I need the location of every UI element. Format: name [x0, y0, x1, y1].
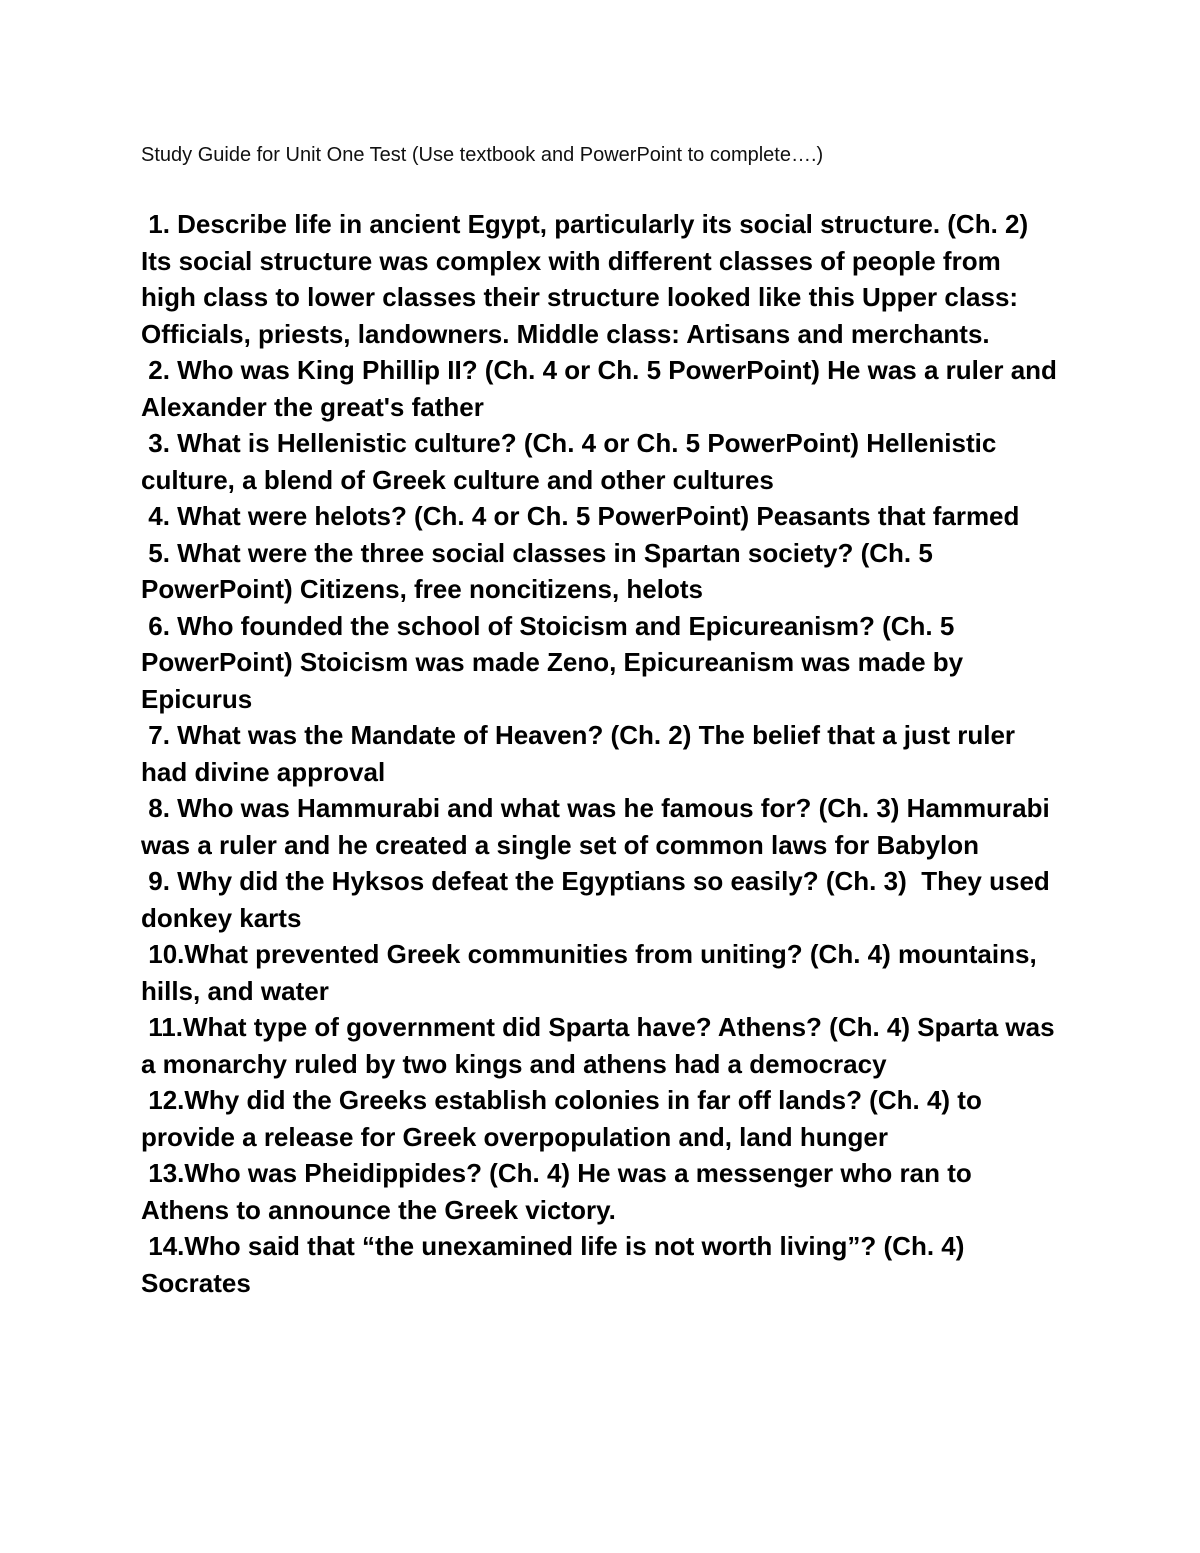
question-item: 8. Who was Hammurabi and what was he famous for? (Ch. 3) Hammurabi was a ruler and he created a single set of common laws for Babylon — [141, 793, 1057, 860]
question-item: 3. What is Hellenistic culture? (Ch. 4 or Ch. 5 PowerPoint) Hellenistic culture, a blend of Greek culture and other cultures — [141, 428, 1004, 495]
question-item: 1. Describe life in ancient Egypt, particularly its social structure. (Ch. 2) Its social structure was complex with different classes of people from high class to lower classes their structure looked like this Upper class: Officials, priests, landowners. Middle class: Artisans and merchants. — [141, 209, 1036, 349]
question-item: 9. Why did the Hyksos defeat the Egyptians so easily? (Ch. 3) They used donkey karts — [141, 866, 1058, 933]
question-item: 2. Who was King Phillip II? (Ch. 4 or Ch. 5 PowerPoint) He was a ruler and Alexander the great's father — [141, 355, 1064, 422]
document-title: Study Guide for Unit One Test (Use textbook and PowerPoint to complete….) — [141, 144, 824, 166]
question-item: 6. Who founded the school of Stoicism and Epicureanism? (Ch. 5 PowerPoint) Stoicism was made Zeno, Epicureanism was made by Epicurus — [141, 610, 971, 714]
question-item: 10.What prevented Greek communities from uniting? (Ch. 4) mountains, hills, and water — [141, 939, 1044, 1006]
question-item: 14.Who said that “the unexamined life is not worth living”? (Ch. 4) Socrates — [141, 1231, 972, 1298]
question-list — [141, 206, 1064, 1301]
question-item: 4. What were helots? (Ch. 4 or Ch. 5 PowerPoint) Peasants that farmed — [141, 501, 1020, 531]
question-item: 11.What type of government did Sparta have? Athens? (Ch. 4) Sparta was a monarchy ruled by two kings and athens had a democracy — [141, 1012, 1062, 1079]
question-item: 5. What were the three social classes in Spartan society? (Ch. 5 PowerPoint) Citizens, free noncitizens, helots — [141, 537, 941, 604]
question-item: 7. What was the Mandate of Heaven? (Ch. 2) The belief that a just ruler had divine approval — [141, 720, 1023, 787]
question-item: 13.Who was Pheidippides? (Ch. 4) He was a messenger who ran to Athens to announce the Greek victory. — [141, 1158, 979, 1225]
question-item: 12.Why did the Greeks establish colonies in far off lands? (Ch. 4) to provide a release for Greek overpopulation and, land hunger — [141, 1085, 990, 1152]
